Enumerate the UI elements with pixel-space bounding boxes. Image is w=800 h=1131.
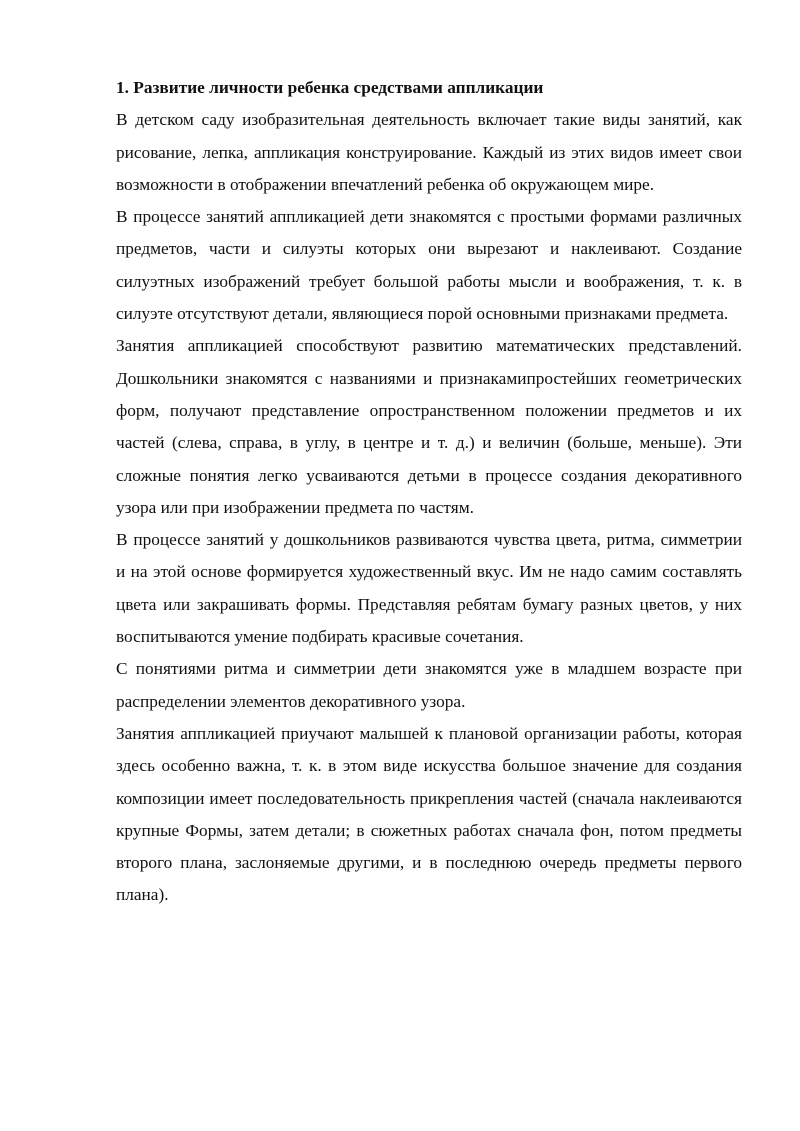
paragraph-1: В детском саду изобразительная деятельность включает такие виды занятий, как рисование, лепка, аппликация конструирование. Каждый из этих видов имеет свои возможности в отображении впечатлений ребенка об окружающем мире. [116,110,742,194]
paragraph-5: С понятиями ритма и симметрии дети знакомятся уже в младшем возрасте при распределении элементов декоративного узора. [116,659,742,711]
paragraph-3: Занятия аппликацией способствуют развитию математических представлений. Дошкольники знакомятся с названиями и признакамипростейших геометрических форм, получают представление опространственном положении предметов и их частей (слева, справа, в углу, в центре и т. д.) и величин (больше, меньше). Эти сложные понятия легко усваиваются детьми в процессе создания декоративного узора или при изображении предмета по частям. [116,336,742,517]
paragraph-4: В процессе занятий у дошкольников развиваются чувства цвета, ритма, симметрии и на этой основе формируется художественный вкус. Им не надо самим составлять цвета или закрашивать формы. Представляя ребятам бумагу разных цветов, у них воспитываются умение подбирать красивые сочетания. [116,530,742,647]
paragraph-2: В процессе занятий аппликацией дети знакомятся с простыми формами различных предметов, части и силуэты которых они вырезают и наклеивают. Создание силуэтных изображений требует большой работы мысли и воображения, т. к. в силуэте отсутствуют детали, являющиеся порой основными признаками предмета. [116,207,742,324]
document-page [116,72,742,912]
paragraph-6: Занятия аппликацией приучают малышей к плановой организации работы, которая здесь особенно важна, т. к. в этом виде искусства большое значение для создания композиции имеет последовательность прикрепления частей (сначала наклеиваются крупные Формы, затем детали; в сюжетных работах сначала фон, потом предметы второго плана, заслоняемые другими, и в последнюю очередь предметы первого плана). [116,723,742,905]
section-heading: 1. Развитие личности ребенка средствами аппликации [116,78,544,97]
